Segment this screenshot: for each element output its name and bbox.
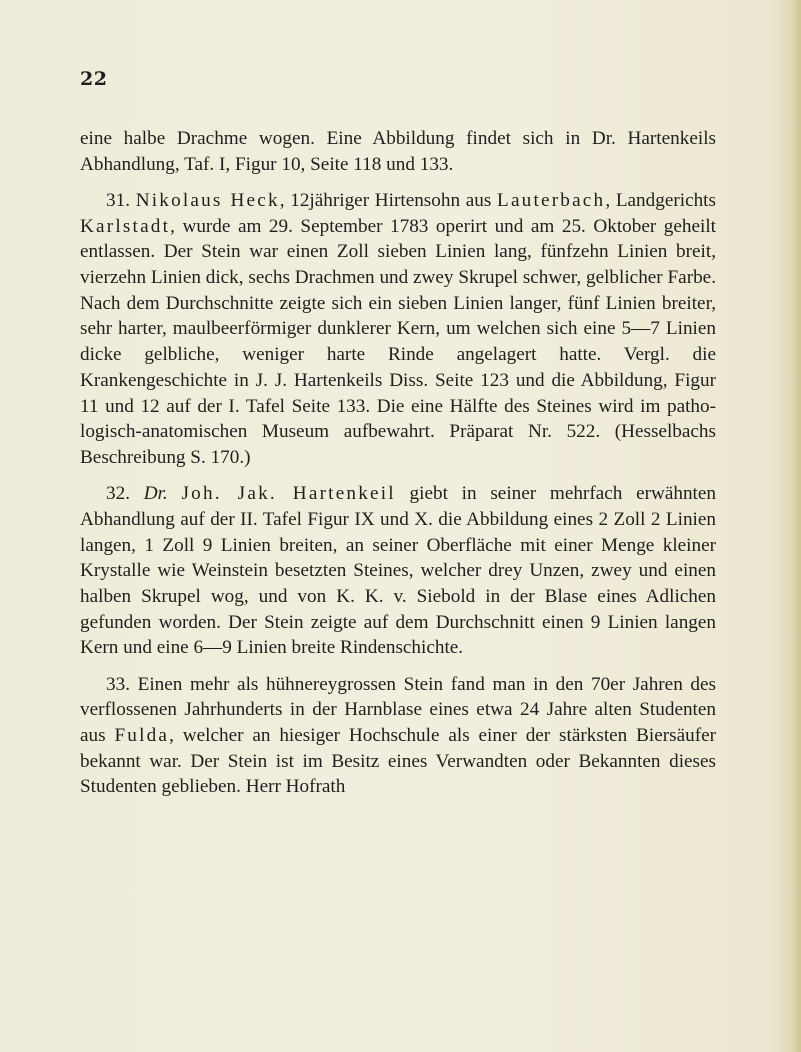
place-name: Karlstadt (80, 215, 171, 237)
text-segment: giebt in seiner mehrfach erwähnten Abhandlung auf der II. Tafel Figur IX und X. die Abbildung eines 2 Zoll 2 Linien langen, 1 Zoll 9 Linien breiten, an seiner Oberfläche mit einer Menge kleiner Krystalle wie Weinstein besetzten Steines, welcher drey Unzen, zwey und einen halben Skrupel wog, und von K. K. v. Siebold in der Blase eines Adlichen gefunden worden. Der Stein zeigte auf dem Durchschnitt einen 9 Linien langen Kern und eine 6—9 Linien breite Rindenschichte. (80, 483, 716, 659)
paragraph-33 (80, 672, 716, 801)
text-segment: , 12jähriger Hirtensohn aus (279, 189, 498, 211)
text-segment: 32. (106, 483, 144, 505)
page-edge-shadow (791, 0, 801, 1052)
text-segment: , Landgerichts (605, 189, 716, 211)
paragraph-32 (80, 481, 716, 661)
body-text (80, 126, 716, 811)
text-segment: , welcher an hiesiger Hochschule als einer der stärksten Biersäufer bekannt war. Der Stein ist im Besitz eines Verwandten oder Bekannten dieses Studenten geblieben. Herr Hofrath (80, 724, 717, 798)
text-segment: 31. (106, 189, 136, 211)
paragraph-31 (80, 188, 716, 471)
title-abbreviation: Dr. (143, 483, 168, 505)
text-segment: 33. Einen mehr als hühnereygrossen Stein fand man in den 70er Jahren des verflossenen Jahrhunderts in der Harnblase eines etwa 24 Jahre alten Studenten aus (80, 673, 716, 746)
person-name: Nikolaus Heck (135, 189, 280, 211)
text-segment: eine halbe Drachme wogen. Eine Abbildung findet sich in Dr. Hartenkeils Abhandlung, Taf. I, Figur 10, Seite 118 und 133. (80, 128, 716, 175)
paragraph-continued (80, 126, 716, 177)
place-name: Lauterbach (497, 189, 606, 211)
place-name: Fulda (114, 724, 170, 746)
page-number: 22 (80, 68, 108, 90)
text-segment: , wurde am 29. September 1783 operirt und am 25. Oktober geheilt entlassen. Der Stein war einen Zoll sieben Linien lang, fünfzehn Linien breit, vierzehn Linien dick, sechs Drachmen und zwey Skrupel schwer, gelblicher Farbe. Nach dem Durchschnitte zeigte sich ein sieben Linien langer, fünf Linien breiter, sehr harter, maulbeerförmiger dunklerer Kern, um welchen sich eine 5—7 Linien dicke gelbliche, weniger harte Rinde angelagert hatte. Vergl. die Krankengeschichte in J. J. Hartenkeils Diss. Seite 123 und die Abbildung, Figur 11 und 12 auf der I. Tafel Seite 133. Die eine Hälfte des Steines wird im pathologisch-anatomischen Museum aufbewahrt. Präparat Nr. 522. (Hesselbachs Beschreibung S. 170.) (80, 215, 716, 468)
text-segment (168, 483, 182, 504)
person-name: Joh. Jak. Hartenkeil (181, 483, 396, 505)
